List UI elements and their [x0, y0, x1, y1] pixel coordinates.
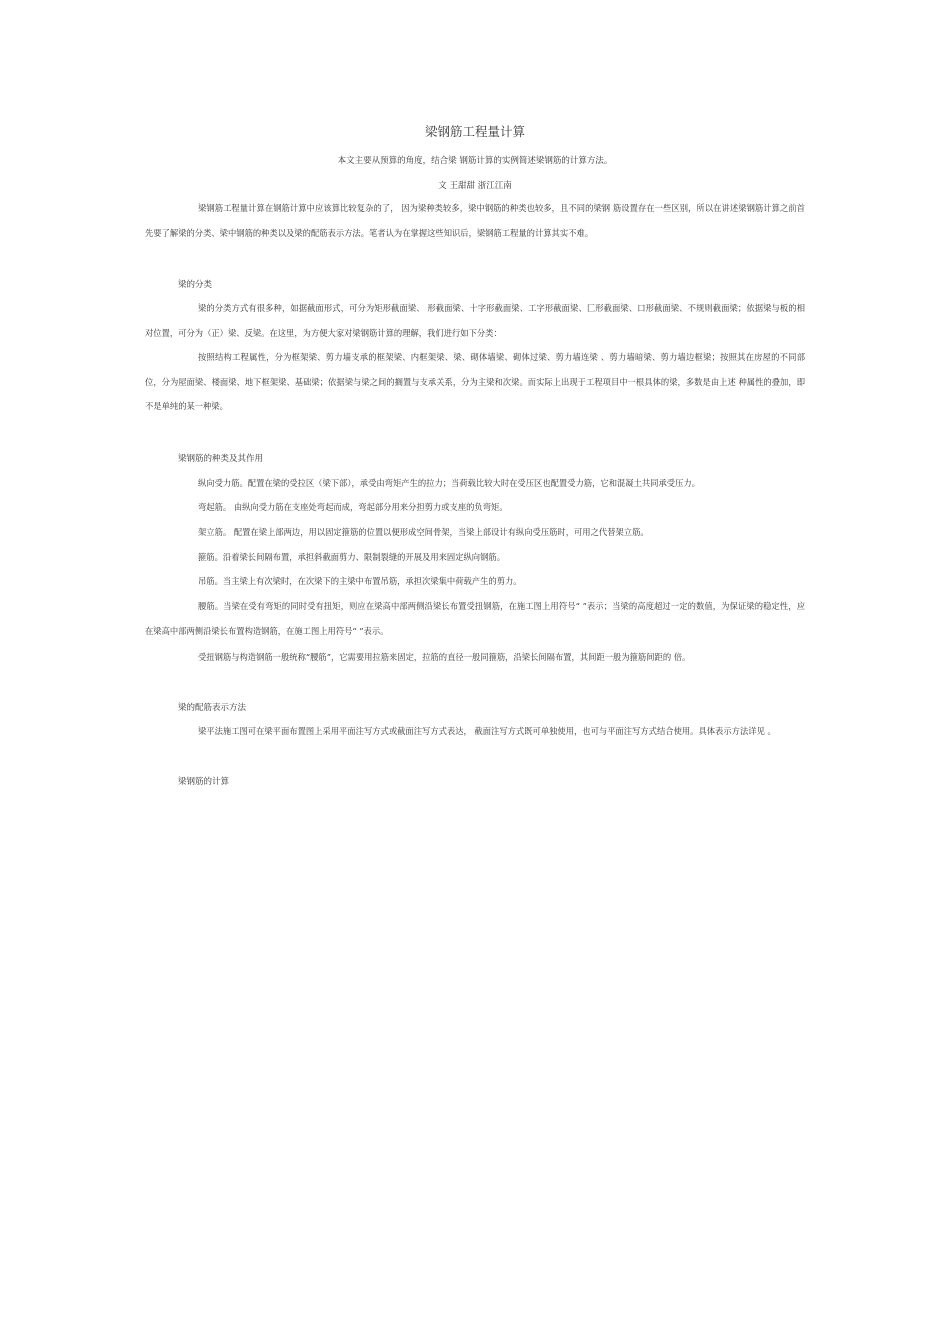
section-heading-rebar-calculation: 梁钢筋的计算 — [178, 777, 230, 787]
classification-paragraph-1: 梁的分类方式有很多种，如据截面形式，可分为矩形截面梁、 形截面梁、十字形截面梁、工字形截面梁、匚形截面梁、口形截面梁、不规则截面梁；依据梁与板的相对位置，可分为（正）梁、反梁。在这里，为方便大家对梁钢筋计算的理解，我们进行如下分类： — [145, 303, 805, 338]
rebar-type-item: 弯起筋。 由纵向受力筋在支座处弯起而成，弯起部分用来分担剪力或支座的负弯矩。 — [198, 502, 508, 512]
classification-paragraph-2: 按照结构工程属性，分为框架梁、剪力墙支承的框架梁、内框架梁、梁、砌体墙梁、砌体过梁、剪力墙连梁 、剪力墙暗梁、剪力墙边框梁；按照其在房屋的不同部位，分为屋面梁、楼面梁、地下框架梁、基础梁；依据梁与梁之间的搁置与支承关系，分为主梁和次梁。而实际上出现于工程项目中一根具体的梁，多数是由上述 种属性的叠加，即不是单纯的某一种梁。 — [145, 352, 805, 411]
section-heading-rebar-types: 梁钢筋的种类及其作用 — [178, 454, 264, 464]
rebar-type-item: 吊筋。当主梁上有次梁时，在次梁下的主梁中布置吊筋，承担次梁集中荷载产生的剪力。 — [198, 576, 522, 586]
document-author: 文 王甜甜 浙江江南 — [438, 181, 512, 191]
document-subtitle: 本文主要从预算的角度，结合梁 钢筋计算的实例简述梁钢筋的计算方法。 — [337, 156, 613, 166]
tie-rebar-paragraph: 受扭钢筋与构造钢筋一般统称“腰筋”，它需要用拉筋来固定，拉筋的直径一般同箍筋，沿梁长间隔布置，其间距一般为箍筋间距的 倍。 — [198, 652, 691, 662]
document-title: 梁钢筋工程量计算 — [424, 124, 525, 139]
intro-paragraph: 梁钢筋工程量计算在钢筋计算中应该算比较复杂的了， 因为梁种类较多，梁中钢筋的种类也较多，且不同的梁钢 筋设置存在一些区别，所以在讲述梁钢筋计算之前首先要了解梁的分类、梁中钢筋的种类以及梁的配筋表示方法。笔者认为在掌握这些知识后，梁钢筋工程量的计算其实不难。 — [145, 203, 805, 238]
waist-rebar-paragraph: 腰筋。当梁在受有弯矩的同时受有扭矩，则应在梁高中部两侧沿梁长布置受扭钢筋，在施工图上用符号“ ”表示；当梁的高度超过一定的数值，为保证梁的稳定性，应在梁高中部两侧沿梁长布置构造钢筋，在施工图上用符号“ ”表示。 — [145, 601, 805, 636]
section-heading-beam-classification: 梁的分类 — [178, 280, 213, 290]
rebar-type-item: 架立筋。 配置在梁上部两边，用以固定箍筋的位置以便形成空间骨架，当梁上部设计有纵向受压筋时，可用之代替架立筋。 — [198, 527, 649, 537]
rebar-type-item: 纵向受力筋。配置在梁的受拉区（梁下部），承受由弯矩产生的拉力；当荷载比较大时在受压区也配置受力筋，它和混凝土共同承受压力。 — [198, 478, 700, 488]
notation-paragraph: 梁平法施工图可在梁平面布置图上采用平面注写方式或截面注写方式表达， 截面注写方式既可单独使用，也可与平面注写方式结合使用。具体表示方法详见 。 — [198, 726, 776, 736]
rebar-type-item: 箍筋。沿着梁长间隔布置，承担斜截面剪力、限制裂缝的开展及用来固定纵向钢筋。 — [198, 552, 505, 562]
section-heading-reinforcement-notation: 梁的配筋表示方法 — [178, 703, 247, 713]
